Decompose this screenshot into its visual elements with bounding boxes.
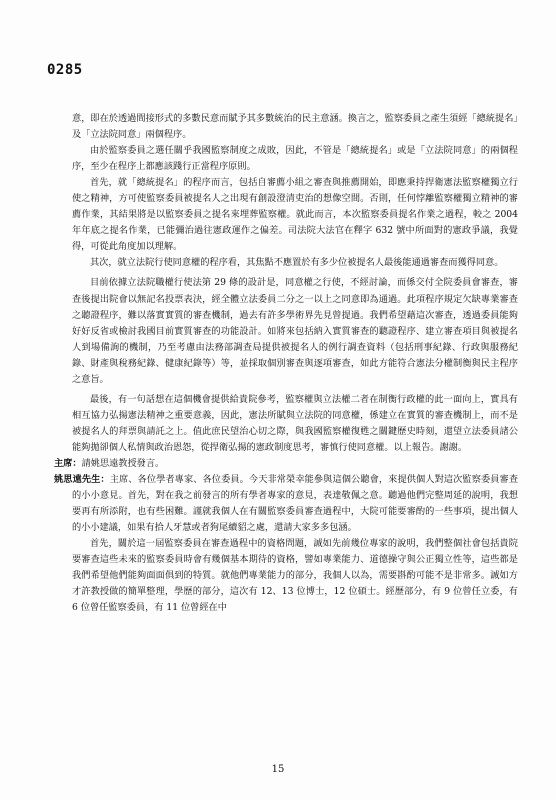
paragraph-3: 首先，就「總統提名」的程序而言，包括自審薦小組之審查與推薦開始，即應秉持捍衛憲法監察權獨立行使之精神，方可使監察委員被提名人之出現有創設澄清吏治的想像空間。否則，任何悖離監察權獨立精神的審薦作業，其結果將是以監察委員之提名來埋葬監察權。就此而言，本次監察委員提名作業之過程，較之 2004 年年底之提名作業，已能彌治過往憲政運作之偏差。司法院大法官在釋字 632 號中所面對的憲政爭議，我覺得，可從此角度加以理解。	[72, 177, 518, 253]
paragraph-5: 目前依據立法院職權行使法第 29 條的設計是，同意權之行使，不經討論，而係交付全院委員會審查，審查後提出院會以無記名投票表決，經全體立法委員二分之一以上之同意即為通過。此項程序規定欠缺專業審查之聽證程序，難以落實實質的審查機制，過去有許多學術界先見曾提過。我們希望藉這次審查，透過委員能夠好好反省或檢討我國目前實質審查的功能設計。如將來包括納入實質審查的聽證程序、建立審查項目與被提名人到場備詢的機制，乃至考慮由法務部調查局提供被提名人的例行調查資料（包括刑事紀錄、行政與服務紀錄、財產與稅務紀錄、健康紀錄等）等，並採取個別審查與逐項審查，如此方能符合憲法分權制衡與民主程序之意旨。	[72, 277, 518, 385]
yao-speaker-label: 姚思遠先生：	[54, 474, 110, 486]
document-code: 0285	[47, 62, 83, 78]
paragraph-final: 首先，關於這一屆監察委員在審查過程中的資格問題，誠如先前幾位專家的說明，我們整個社會包括貴院要審查這些未來的監察委員時會有幾個基本期待的資格，譬如專業能力、道德操守與公正獨立性等，這些都是我們希望他們能夠面面俱到的特質。就他們專業能力的部分，我個人以為，需要斟酌可能不是非常多。誠如方才許教授做的簡單整理，學歷的部分，這次有 12、13 位博士，12 位碩士。經歷部分，有 9 位曾任立委，有 6 位曾任監察委員，有 11 位曾經在中	[72, 538, 518, 614]
page-number: 15	[271, 764, 285, 775]
paragraph-6: 最後，有一句話想在這個機會提供給貴院參考，監察權與立法權二者在制衡行政權的此一面向上，實具有相互協力弘揚憲法精神之重要意義，因此，憲法所賦與立法院的同意權，係建立在實質的審查機制上，而不是被提名人的拜票與請託之上。值此庶民望治心切之際，與我國監察權復甦之關鍵歷史時刻，還望立法委員諸公能夠拋卻個人私情與政治恩怨，從捍衛弘揚的憲政制度思考，審慎行使同意權。以上報告。謝謝。	[72, 393, 518, 453]
paragraph-1: 意，即在於透過間接形式的多數民意而賦予其多數統治的民主意涵。換言之，監察委員之產生須經「總統提名」及「立法院同意」兩個程序。	[72, 113, 518, 141]
paragraph-2: 由於監察委員之選任關乎我國監察制度之成敗，因此，不管是「總統提名」或是「立法院同意」的兩個程序，至少在程序上都應該踐行正當程序原則。	[72, 145, 518, 173]
document-body	[54, 111, 519, 616]
yao-speech-text: 主席、各位學者專家、各位委員。今天非常榮幸能參與這個公聽會，來提供個人對這次監察委員審查的小小意見。首先，對在我之前發言的所有學者專家的意見，表達敬佩之意。聽過他們完整周延的說明，我想要再有所添附，也有些困難。謹就我個人在有關監察委員審查過程中，大院可能要審酌的一些事項，提出個人的小小建議，如果有拾人牙慧或者狗尾續貂之處，還請大家多多包涵。	[72, 474, 519, 534]
chair-speaker-label: 主席：	[54, 457, 82, 469]
paragraph-4: 其次，就立法院行使同意權的程序看，其焦點不應置於有多少位被提名人最後能通過審查而獲得同意。	[90, 257, 504, 269]
chair-text: 請姚思遠教授發言。	[81, 457, 165, 469]
chair-line	[54, 456, 518, 472]
yao-speech	[54, 472, 518, 536]
